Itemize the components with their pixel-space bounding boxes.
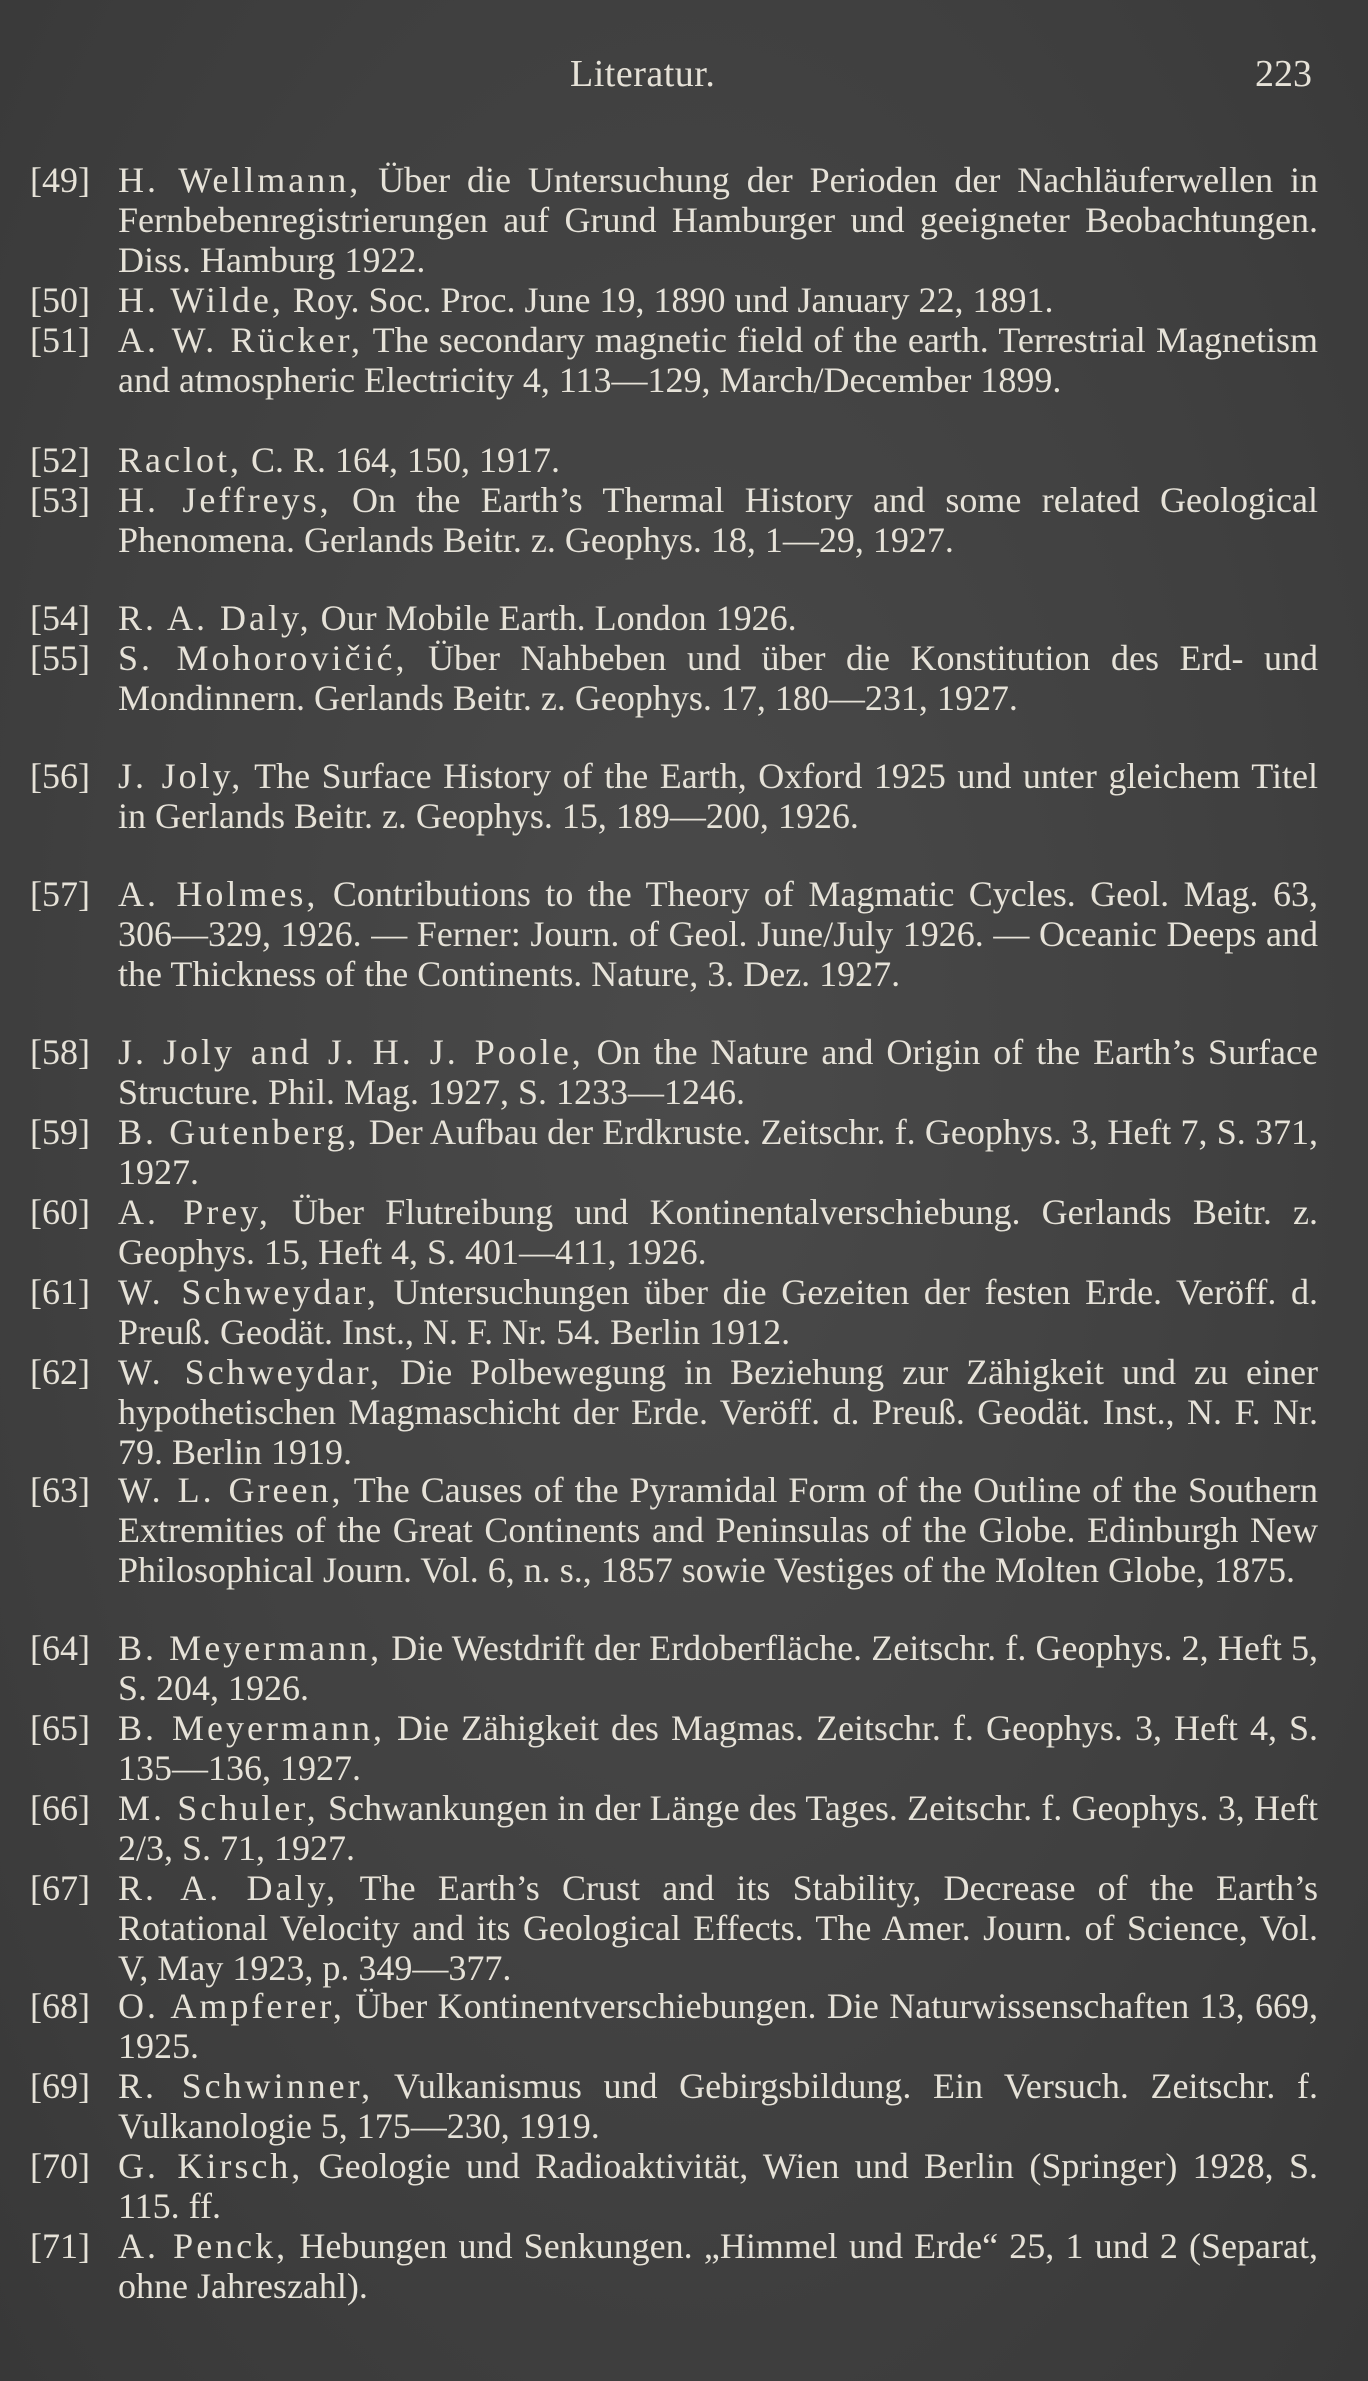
reference-text <box>118 1628 1318 1708</box>
reference-text <box>118 1868 1318 1988</box>
reference-body: The Causes of the Pyramidal Form of the Outline of the Southern Extremities of the Great Continents and Peninsulas of the Globe. Edinburgh New Philosophical Journ. Vol. 6, n. s., 1857 sowie Vestiges of the Molten Globe, 1875. <box>118 1470 1319 1590</box>
reference-number: [66] <box>30 1788 90 1828</box>
reference-body: Der Aufbau der Erdkruste. Zeitschr. f. Geophys. 3, Heft 7, S. 371, 1927. <box>118 1112 1318 1192</box>
reference-text <box>118 598 1318 638</box>
reference-number: [71] <box>30 2226 90 2266</box>
reference-text <box>118 1708 1318 1788</box>
reference-author: W. Schweydar, <box>118 1272 379 1312</box>
reference-text <box>118 1470 1318 1590</box>
reference-number: [49] <box>30 160 90 200</box>
reference-author: A. Penck, <box>118 2226 289 2266</box>
reference-body: Über Nahbeben und über die Konstitution des Erd- und Mondinnern. Gerlands Beitr. z. Geophys. 17, 180—231, 1927. <box>118 638 1318 718</box>
reference-body: The Surface History of the Earth, Oxford 1925 und unter gleichem Titel in Gerlands Beitr. z. Geophys. 15, 189—200, 1926. <box>118 756 1319 836</box>
reference-text <box>118 1788 1318 1868</box>
reference-author: G. Kirsch, <box>118 2146 304 2186</box>
reference-number: [55] <box>30 638 90 678</box>
reference-body: On the Nature and Origin of the Earth’s Surface Structure. Phil. Mag. 1927, S. 1233—1246. <box>118 1032 1318 1112</box>
reference-text <box>118 1986 1318 2066</box>
reference-body: Vulkanismus und Gebirgsbildung. Ein Versuch. Zeitschr. f. Vulkanologie 5, 175—230, 1919. <box>118 2066 1318 2146</box>
reference-author: W. L. Green, <box>118 1470 344 1510</box>
reference-author: S. Mohorovičić, <box>118 638 408 678</box>
reference-author: A. Holmes, <box>118 874 319 914</box>
reference-author: A. Prey, <box>118 1192 271 1232</box>
reference-author: B. Meyermann, <box>118 1628 383 1668</box>
reference-number: [67] <box>30 1868 90 1908</box>
reference-body: C. R. 164, 150, 1917. <box>241 440 561 480</box>
reference-author: J. Joly, <box>118 756 244 796</box>
reference-text <box>118 1272 1318 1352</box>
reference-number: [57] <box>30 874 90 914</box>
reference-author: J. Joly and J. H. J. Poole, <box>118 1032 584 1072</box>
reference-author: O. Ampferer, <box>118 1986 345 2026</box>
reference-body: Die Westdrift der Erdoberfläche. Zeitschr. f. Geophys. 2, Heft 5, S. 204, 1926. <box>118 1628 1318 1708</box>
reference-text <box>118 2226 1318 2306</box>
reference-number: [51] <box>30 320 90 360</box>
reference-body: Roy. Soc. Proc. June 19, 1890 und January 22, 1891. <box>283 280 1054 320</box>
reference-number: [69] <box>30 2066 90 2106</box>
reference-body: Contributions to the Theory of Magmatic Cycles. Geol. Mag. 63, 306—329, 1926. — Ferner: Journ. of Geol. June/July 1926. — Oceanic Deeps and the Thickness of the Continents. Nature, 3. Dez. 1927. <box>118 874 1318 994</box>
reference-text <box>118 2146 1318 2226</box>
reference-text <box>118 874 1318 994</box>
reference-body: Die Polbewegung in Beziehung zur Zähigkeit und zu einer hypothetischen Magmaschicht der Erde. Veröff. d. Preuß. Geodät. Inst., N. F. Nr. 79. Berlin 1919. <box>118 1352 1318 1472</box>
reference-author: M. Schuler, <box>118 1788 319 1828</box>
reference-author: A. W. Rücker, <box>118 320 364 360</box>
running-title: Literatur. <box>570 53 716 95</box>
reference-author: H. Jeffreys, <box>118 480 332 520</box>
reference-text <box>118 280 1318 320</box>
reference-text <box>118 2066 1318 2146</box>
reference-number: [65] <box>30 1708 90 1748</box>
reference-number: [68] <box>30 1986 90 2026</box>
reference-author: B. Meyermann, <box>118 1708 385 1748</box>
reference-number: [62] <box>30 1352 90 1392</box>
reference-text <box>118 1112 1318 1192</box>
reference-text <box>118 440 1318 480</box>
reference-text <box>118 320 1318 400</box>
reference-author: B. Gutenberg, <box>118 1112 360 1152</box>
reference-body: Die Zähigkeit des Magmas. Zeitschr. f. Geophys. 3, Heft 4, S. 135—136, 1927. <box>118 1708 1318 1788</box>
reference-text <box>118 638 1318 718</box>
reference-body: Hebungen und Senkungen. „Himmel und Erde“ 25, 1 und 2 (Separat, ohne Jahreszahl). <box>118 2226 1318 2306</box>
reference-author: R. Schwinner, <box>118 2066 374 2106</box>
reference-text <box>118 1192 1318 1272</box>
reference-body: On the Earth’s Thermal History and some related Geological Phenomena. Gerlands Beitr. z. Geophys. 18, 1—29, 1927. <box>118 480 1318 560</box>
reference-text <box>118 1352 1318 1472</box>
reference-number: [50] <box>30 280 90 320</box>
reference-number: [52] <box>30 440 90 480</box>
reference-body: Geologie und Radioaktivität, Wien und Berlin (Springer) 1928, S. 115. ff. <box>118 2146 1318 2226</box>
reference-number: [60] <box>30 1192 90 1232</box>
reference-body: Untersuchungen über die Gezeiten der festen Erde. Veröff. d. Preuß. Geodät. Inst., N. F. Nr. 54. Berlin 1912. <box>118 1272 1318 1352</box>
reference-number: [59] <box>30 1112 90 1152</box>
reference-number: [58] <box>30 1032 90 1072</box>
reference-number: [64] <box>30 1628 90 1668</box>
reference-number: [70] <box>30 2146 90 2186</box>
reference-body: The Earth’s Crust and its Stability, Decrease of the Earth’s Rotational Velocity and its Geological Effects. The Amer. Journ. of Science, Vol. V, May 1923, p. 349—377. <box>118 1868 1318 1988</box>
reference-body: Über Kontinentverschiebungen. Die Naturwissenschaften 13, 669, 1925. <box>118 1986 1318 2066</box>
reference-author: H. Wilde, <box>118 280 284 320</box>
reference-number: [56] <box>30 756 90 796</box>
reference-author: R. A. Daly, <box>118 1868 339 1908</box>
reference-number: [53] <box>30 480 90 520</box>
reference-text <box>118 756 1318 836</box>
reference-body: Über die Untersuchung der Perioden der Nachläuferwellen in Fernbebenregistrierungen auf Grund Hamburger und geeigneter Beobachtungen. Diss. Hamburg 1922. <box>118 160 1319 280</box>
reference-number: [63] <box>30 1470 90 1510</box>
reference-author: W. Schweydar, <box>118 1352 383 1392</box>
reference-number: [54] <box>30 598 90 638</box>
reference-text <box>118 160 1318 280</box>
reference-body: The secondary magnetic field of the earth. Terrestrial Magnetism and atmospheric Electricity 4, 113—129, March/December 1899. <box>118 320 1318 400</box>
page-header <box>0 52 1368 102</box>
reference-number: [61] <box>30 1272 90 1312</box>
reference-body: Our Mobile Earth. London 1926. <box>311 598 797 638</box>
reference-author: Raclot, <box>118 440 242 480</box>
page-number: 223 <box>1255 53 1312 95</box>
reference-body: Schwankungen in der Länge des Tages. Zeitschr. f. Geophys. 3, Heft 2/3, S. 71, 1927. <box>118 1788 1318 1868</box>
reference-author: R. A. Daly, <box>118 598 312 638</box>
reference-body: Über Flutreibung und Kontinentalverschiebung. Gerlands Beitr. z. Geophys. 15, Heft 4, S. 401—411, 1926. <box>118 1192 1318 1272</box>
reference-author: H. Wellmann, <box>118 160 362 200</box>
reference-text <box>118 1032 1318 1112</box>
reference-list <box>30 160 1320 2350</box>
reference-text <box>118 480 1318 560</box>
